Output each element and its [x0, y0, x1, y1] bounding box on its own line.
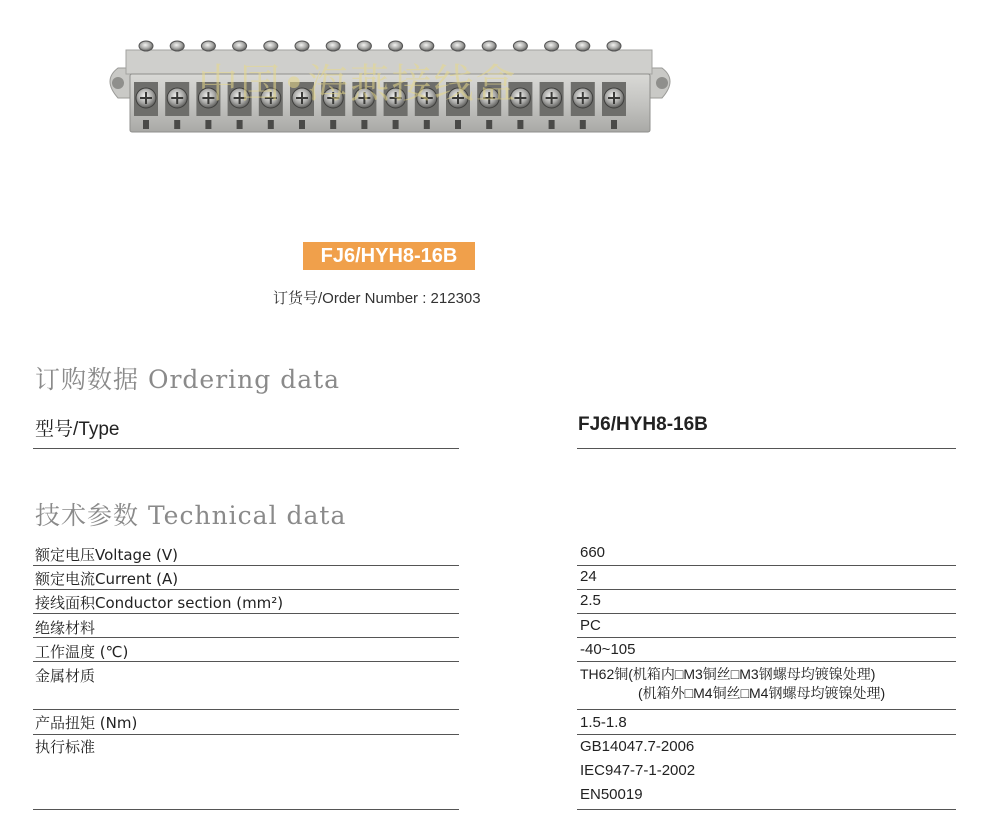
bottom-slot: [611, 120, 617, 129]
top-screw: [326, 41, 340, 51]
order-number-value: 212303: [430, 290, 481, 307]
tech-value-operating-temperature: -40~105: [580, 641, 636, 658]
top-screw: [420, 41, 434, 51]
tech-label-metal-material: 金属材质: [35, 667, 96, 685]
bottom-slot: [424, 120, 430, 129]
tech-value-standard-3: EN50019: [580, 786, 643, 803]
bottom-slot: [361, 120, 367, 129]
top-screw: [545, 41, 559, 51]
tech-value-voltage: 660: [580, 544, 606, 561]
top-screw: [201, 41, 215, 51]
tech-value-conductor-section: 2.5: [580, 592, 601, 609]
type-divider-right: [577, 448, 956, 449]
type-label: 型号/Type: [35, 419, 120, 440]
row-divider-right: [577, 809, 956, 810]
tech-label-operating-temperature: 工作温度 (℃): [35, 643, 129, 661]
top-screw: [170, 41, 184, 51]
row-divider-left: [33, 734, 459, 735]
row-divider-right: [577, 709, 956, 710]
type-value: FJ6/HYH8-16B: [578, 414, 708, 435]
top-screw: [357, 41, 371, 51]
top-screw: [482, 41, 496, 51]
tech-value-standard-2: IEC947-7-1-2002: [580, 762, 696, 779]
terminal-block-illustration: [100, 30, 680, 140]
tech-label-torque: 产品扭矩 (Nm): [35, 714, 138, 732]
top-screw: [576, 41, 590, 51]
tech-label-voltage: 额定电压Voltage (V): [35, 546, 178, 564]
bottom-slot: [143, 120, 149, 129]
watermark-text: 中国•海燕接线盒: [198, 61, 518, 107]
row-divider-left: [33, 613, 459, 614]
tech-value-metal-material-line2: (机箱外□M4铜丝□M4钢螺母均镀镍处理): [638, 685, 886, 701]
bottom-slot: [299, 120, 305, 129]
tech-label-standard: 执行标准: [35, 738, 96, 756]
order-number-label: 订货号/Order Number: [273, 290, 419, 307]
bottom-slot: [330, 120, 336, 129]
order-number-line: [273, 287, 481, 308]
row-divider-left: [33, 565, 459, 566]
bottom-slot: [486, 120, 492, 129]
row-divider-left: [33, 809, 459, 810]
bottom-slot: [393, 120, 399, 129]
tech-label-insulation-material: 绝缘材料: [35, 619, 96, 637]
top-screw: [451, 41, 465, 51]
top-screw: [513, 41, 527, 51]
type-divider-left: [33, 448, 459, 449]
row-divider-left: [33, 589, 459, 590]
top-screw: [264, 41, 278, 51]
bottom-slot: [237, 120, 243, 129]
row-divider-right: [577, 637, 956, 638]
row-divider-right: [577, 589, 956, 590]
bottom-slot: [205, 120, 211, 129]
row-divider-right: [577, 734, 956, 735]
row-divider-right: [577, 565, 956, 566]
top-screw: [139, 41, 153, 51]
row-divider-left: [33, 637, 459, 638]
tech-value-current: 24: [580, 568, 597, 585]
tech-label-current: 额定电流Current (A): [35, 570, 179, 588]
bottom-slot: [174, 120, 180, 129]
tech-label-conductor-section: 接线面积Conductor section (mm²): [35, 594, 284, 612]
top-screw: [233, 41, 247, 51]
bottom-slot: [580, 120, 586, 129]
tech-value-torque: 1.5-1.8: [580, 714, 627, 731]
bottom-slot: [268, 120, 274, 129]
tech-value-metal-material-line1: TH62铜(机箱内□M3铜丝□M3钢螺母均镀镍处理): [580, 666, 876, 682]
top-screw: [607, 41, 621, 51]
order-number-separator: :: [418, 290, 431, 307]
tech-value-standard-1: GB14047.7-2006: [580, 738, 695, 755]
bottom-slot: [549, 120, 555, 129]
technical-data-heading: 技术参数 Technical data: [35, 501, 347, 530]
row-divider-right: [577, 661, 956, 662]
ordering-data-heading: 订购数据 Ordering data: [35, 365, 341, 394]
row-divider-left: [33, 661, 459, 662]
row-divider-left: [33, 709, 459, 710]
product-image: [100, 30, 680, 140]
model-badge: FJ6/HYH8-16B: [303, 242, 475, 270]
row-divider-right: [577, 613, 956, 614]
tech-value-insulation-material: PC: [580, 617, 601, 634]
bottom-slot: [455, 120, 461, 129]
bottom-slot: [517, 120, 523, 129]
top-screw: [389, 41, 403, 51]
top-screw: [295, 41, 309, 51]
